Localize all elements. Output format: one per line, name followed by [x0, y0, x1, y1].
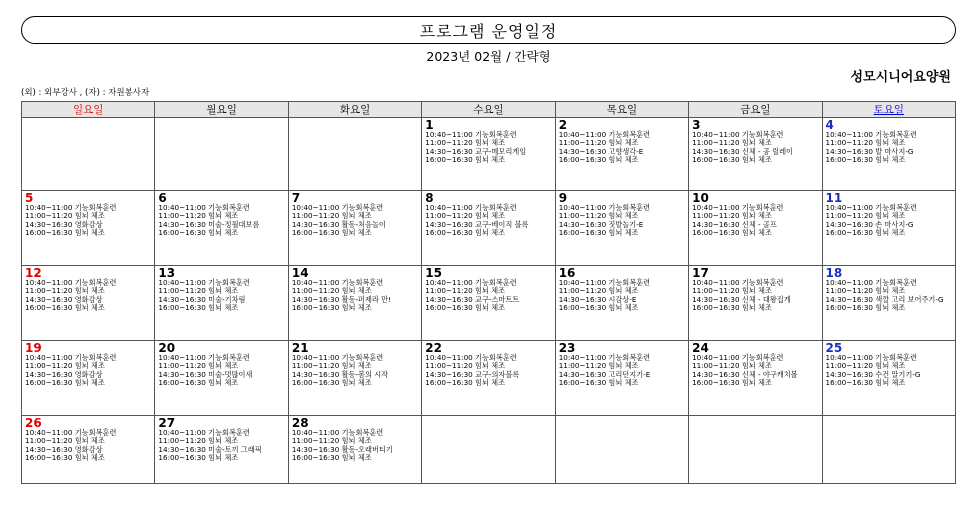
day-number: 18: [825, 266, 843, 280]
activity-entry: 16:00~16:30 힘뇌 체조: [25, 302, 105, 312]
activity-entry: 10:40~11:00 기능회복훈련: [158, 353, 250, 362]
activity-entry: 10:40~11:00 기능회복훈련: [692, 203, 784, 212]
calendar-empty-cell: [555, 416, 688, 484]
calendar-empty-cell: [22, 118, 155, 191]
activity-entry: 16:00~16:30 힘뇌 체조: [425, 154, 506, 164]
activity-entry: 10:40~11:00 기능회복훈련: [825, 130, 917, 139]
activity-entry: 10:40~11:00 기능회복훈련: [291, 203, 384, 212]
activity-entry: 16:00~16:30 힘뇌 체조: [558, 154, 639, 164]
activity-entry: 11:00~11:20 힘뇌 체조: [291, 436, 372, 446]
day-number: 23: [558, 341, 576, 355]
calendar-body: [22, 118, 956, 484]
day-number: 15: [425, 266, 442, 280]
activity-entry: 11:00~11:20 힘뇌 체조: [158, 361, 239, 371]
calendar-day-cell: [422, 191, 555, 266]
activity-entry: 14:30~16:30 시감상-E: [558, 294, 637, 304]
activity-entry: 10:40~11:00 기능회복훈련: [291, 353, 384, 362]
activity-entry: 14:30~16:30 신체 - 골프: [692, 219, 777, 229]
activity-entry: 14:30~16:30 영화감상: [25, 444, 103, 454]
activity-entry: 11:00~11:20 힘뇌 체조: [425, 361, 506, 371]
activity-entry: 10:40~11:00 기능회복훈련: [25, 353, 117, 362]
activity-entry: 16:00~16:30 힘뇌 체조: [291, 227, 372, 237]
calendar-day-cell: [555, 341, 688, 416]
activity-entry: 16:00~16:30 힘뇌 체조: [425, 227, 506, 237]
calendar-day-cell: [822, 266, 955, 341]
calendar-day-cell: [288, 341, 421, 416]
day-number: 5: [25, 191, 34, 205]
activity-entry: 16:00~16:30 힘뇌 체조: [425, 302, 506, 312]
activity-entry: 14:30~16:30 발 마사지-G: [825, 146, 914, 156]
activity-entry: 11:00~11:20 힘뇌 체조: [692, 211, 772, 221]
calendar-empty-cell: [689, 416, 822, 484]
weekday-header-row: [22, 102, 956, 118]
calendar-day-cell: [822, 341, 955, 416]
activity-entry: 14:30~16:30 손 마사지-G: [825, 219, 914, 229]
activity-entry: 14:30~16:30 활동-오래버티기: [291, 444, 393, 454]
calendar-week-row: [22, 266, 956, 341]
activity-entry: 14:30~16:30 고리던지기-E: [558, 369, 651, 379]
activity-entry: 16:00~16:30 힘뇌 체조: [692, 302, 772, 312]
activity-entry: 11:00~11:20 힘뇌 체조: [558, 286, 639, 296]
weekday-thursday: 목요일: [555, 102, 688, 118]
day-number: 20: [158, 341, 176, 355]
activity-entry: 16:00~16:30 힘뇌 체조: [558, 302, 639, 312]
activity-entry: 10:40~11:00 기능회복훈련: [25, 428, 117, 437]
calendar-empty-cell: [422, 416, 555, 484]
activity-entry: 14:30~16:30 교구-스마트트: [425, 294, 520, 304]
calendar-day-cell: [822, 118, 955, 191]
calendar-day-cell: [155, 341, 288, 416]
day-number: 25: [825, 341, 843, 355]
activity-entry: 11:00~11:20 힘뇌 체조: [291, 361, 372, 371]
activity-entry: 16:00~16:30 힘뇌 체조: [291, 377, 372, 387]
activity-entry: 11:00~11:20 힘뇌 체조: [25, 436, 105, 446]
activity-entry: 11:00~11:20 힘뇌 체조: [825, 138, 906, 148]
day-number: 17: [692, 266, 709, 280]
activity-entry: 16:00~16:30 힘뇌 체조: [291, 302, 372, 312]
day-number: 28: [291, 416, 309, 430]
legend-note: (외) : 외부강사 , (자) : 자원봉사자: [21, 88, 150, 98]
weekday-monday: 월요일: [155, 102, 288, 118]
day-number: 22: [425, 341, 442, 355]
activity-entry: 11:00~11:20 힘뇌 체조: [692, 286, 772, 296]
activity-entry: 16:00~16:30 힘뇌 체조: [825, 302, 906, 312]
activity-entry: 14:30~16:30 미술-기차림: [158, 294, 246, 304]
activity-entry: 14:30~16:30 신체 - 공 릴레이: [692, 146, 793, 156]
calendar-day-cell: [22, 191, 155, 266]
activity-entry: 11:00~11:20 힘뇌 체조: [158, 211, 239, 221]
activity-entry: 14:30~16:30 교구-베이직 블록: [425, 219, 529, 229]
activity-entry: 16:00~16:30 힘뇌 체조: [692, 154, 772, 164]
activity-entry: 16:00~16:30 힘뇌 체조: [291, 452, 372, 462]
activity-entry: 14:30~16:30 신체 - 야구캐치볼: [692, 369, 798, 379]
activity-entry: 10:40~11:00 기능회복훈련: [291, 278, 384, 287]
day-number: 27: [158, 416, 176, 430]
activity-entry: 14:30~16:30 짓발놀기-E: [558, 219, 644, 229]
activity-entry: 11:00~11:20 힘뇌 체조: [425, 286, 506, 296]
weekday-saturday: 토요일: [822, 102, 955, 118]
activity-entry: 16:00~16:30 힘뇌 체조: [158, 227, 239, 237]
activity-entry: 10:40~11:00 기능회복훈련: [558, 278, 651, 287]
activity-entry: 14:30~16:30 영화감상: [25, 369, 103, 379]
calendar-day-cell: [288, 191, 421, 266]
activity-entry: 14:30~16:30 활동-봄의 시작: [291, 369, 389, 379]
activity-entry: 14:30~16:30 수건 말기기-G: [825, 369, 921, 379]
activity-entry: 16:00~16:30 힘뇌 체조: [25, 377, 105, 387]
activity-entry: 11:00~11:20 힘뇌 체조: [825, 286, 906, 296]
activity-entry: 16:00~16:30 힘뇌 체조: [425, 377, 506, 387]
day-number: 24: [692, 341, 709, 355]
activity-entry: 11:00~11:20 힘뇌 체조: [825, 211, 906, 221]
activity-entry: 14:30~16:30 활동-처음놀이: [291, 219, 386, 229]
day-number: 10: [692, 191, 709, 205]
activity-entry: 16:00~16:30 힘뇌 체조: [25, 452, 105, 462]
day-number: 3: [692, 118, 701, 132]
weekday-friday: 금요일: [689, 102, 822, 118]
calendar-day-cell: [689, 341, 822, 416]
day-number: 14: [291, 266, 309, 280]
calendar-day-cell: [422, 341, 555, 416]
activity-entry: 11:00~11:20 힘뇌 체조: [25, 211, 105, 221]
activity-entry: 16:00~16:30 힘뇌 체조: [25, 227, 105, 237]
day-number: 6: [158, 191, 167, 205]
activity-entry: 16:00~16:30 힘뇌 체조: [825, 227, 906, 237]
calendar-day-cell: [155, 191, 288, 266]
day-number: 12: [25, 266, 42, 280]
activity-entry: 16:00~16:30 힘뇌 체조: [158, 302, 239, 312]
activity-entry: 14:30~16:30 교구-메모리게임: [425, 146, 527, 156]
activity-entry: 10:40~11:00 기능회복훈련: [158, 428, 250, 437]
activity-entry: 16:00~16:30 힘뇌 체조: [825, 377, 906, 387]
calendar-empty-cell: [288, 118, 421, 191]
day-number: 7: [291, 191, 301, 205]
activity-entry: 14:30~16:30 신체 - 대왕집게: [692, 294, 791, 304]
calendar-day-cell: [22, 416, 155, 484]
activity-entry: 10:40~11:00 기능회복훈련: [692, 278, 784, 287]
activity-entry: 14:30~16:30 미술-정월대보름: [158, 219, 260, 229]
activity-entry: 10:40~11:00 기능회복훈련: [291, 428, 384, 437]
calendar-day-cell: [555, 191, 688, 266]
activity-entry: 10:40~11:00 기능회복훈련: [558, 130, 651, 139]
activity-entry: 10:40~11:00 기능회복훈련: [692, 130, 784, 139]
page-title: 프로그램 운영일정: [419, 21, 558, 41]
calendar-week-row: [22, 191, 956, 266]
day-number: 9: [558, 191, 568, 205]
calendar-day-cell: [155, 416, 288, 484]
activity-entry: 10:40~11:00 기능회복훈련: [158, 278, 250, 287]
day-number: 11: [825, 191, 843, 205]
calendar-week-row: [22, 118, 956, 191]
calendar-day-cell: [22, 341, 155, 416]
activity-entry: 16:00~16:30 힘뇌 체조: [825, 154, 906, 164]
calendar-day-cell: [288, 416, 421, 484]
activity-entry: 14:30~16:30 영화감상: [25, 219, 103, 229]
calendar-day-cell: [555, 118, 688, 191]
activity-entry: 16:00~16:30 힘뇌 체조: [158, 452, 239, 462]
activity-entry: 16:00~16:30 힘뇌 체조: [692, 227, 772, 237]
activity-entry: 11:00~11:20 힘뇌 체조: [158, 286, 239, 296]
calendar-day-cell: [22, 266, 155, 341]
weekday-wednesday: 수요일: [422, 102, 555, 118]
activity-entry: 10:40~11:00 기능회복훈련: [825, 278, 917, 287]
activity-entry: 11:00~11:20 힘뇌 체조: [425, 138, 506, 148]
day-number: 21: [291, 341, 309, 355]
activity-entry: 14:30~16:30 교구-의자블록: [425, 369, 520, 379]
activity-entry: 11:00~11:20 힘뇌 체조: [558, 138, 639, 148]
calendar-day-cell: [422, 266, 555, 341]
activity-entry: 10:40~11:00 기능회복훈련: [692, 353, 784, 362]
activity-entry: 10:40~11:00 기능회복훈련: [425, 130, 517, 139]
activity-entry: 10:40~11:00 기능회복훈련: [425, 278, 517, 287]
day-number: 8: [425, 191, 434, 205]
calendar-day-cell: [689, 191, 822, 266]
calendar-day-cell: [155, 266, 288, 341]
activity-entry: 11:00~11:20 힘뇌 체조: [291, 211, 372, 221]
activity-entry: 14:30~16:30 미술-토끼 그래픽: [158, 444, 262, 454]
activity-entry: 10:40~11:00 기능회복훈련: [825, 203, 917, 212]
calendar-week-row: [22, 416, 956, 484]
activity-entry: 11:00~11:20 힘뇌 체조: [291, 286, 372, 296]
activity-entry: 11:00~11:20 힘뇌 체조: [425, 211, 506, 221]
day-number: 19: [25, 341, 42, 355]
activity-entry: 14:30~16:30 활동-퍼제라 만!: [291, 294, 391, 304]
calendar-empty-cell: [155, 118, 288, 191]
activity-entry: 11:00~11:20 힘뇌 체조: [25, 361, 105, 371]
activity-entry: 16:00~16:30 힘뇌 체조: [158, 377, 239, 387]
calendar-day-cell: [689, 266, 822, 341]
activity-entry: 14:30~16:30 영화감상: [25, 294, 103, 304]
activity-entry: 10:40~11:00 기능회복훈련: [158, 203, 250, 212]
day-number: 2: [558, 118, 568, 132]
activity-entry: 11:00~11:20 힘뇌 체조: [558, 211, 639, 221]
day-number: 16: [558, 266, 576, 280]
calendar-day-cell: [822, 191, 955, 266]
day-number: 13: [158, 266, 176, 280]
activity-entry: 11:00~11:20 힘뇌 체조: [158, 436, 239, 446]
day-number: 1: [425, 118, 434, 132]
calendar-day-cell: [689, 118, 822, 191]
day-number: 4: [825, 118, 834, 132]
calendar-table: [21, 101, 956, 484]
activity-entry: 11:00~11:20 힘뇌 체조: [692, 138, 772, 148]
calendar-empty-cell: [822, 416, 955, 484]
activity-entry: 11:00~11:20 힘뇌 체조: [25, 286, 105, 296]
activity-entry: 10:40~11:00 기능회복훈련: [25, 203, 117, 212]
title-banner: [21, 16, 956, 44]
activity-entry: 10:40~11:00 기능회복훈련: [425, 203, 517, 212]
activity-entry: 14:30~16:30 미술-멋많이새: [158, 369, 253, 379]
page-subtitle: 2023년 02월 / 간략형: [426, 49, 551, 64]
activity-entry: 11:00~11:20 힘뇌 체조: [558, 361, 639, 371]
activity-entry: 10:40~11:00 기능회복훈련: [558, 203, 651, 212]
calendar-week-row: [22, 341, 956, 416]
calendar-day-cell: [422, 118, 555, 191]
calendar-day-cell: [555, 266, 688, 341]
activity-entry: 16:00~16:30 힘뇌 체조: [692, 377, 772, 387]
activity-entry: 10:40~11:00 기능회복훈련: [825, 353, 917, 362]
activity-entry: 14:30~16:30 고향생각-E: [558, 146, 644, 156]
activity-entry: 14:30~16:30 색깔 고리 보어주기-G: [825, 294, 944, 304]
activity-entry: 10:40~11:00 기능회복훈련: [425, 353, 517, 362]
activity-entry: 16:00~16:30 힘뇌 체조: [558, 377, 639, 387]
weekday-tuesday: 화요일: [288, 102, 421, 118]
activity-entry: 11:00~11:20 힘뇌 체조: [825, 361, 906, 371]
activity-entry: 10:40~11:00 기능회복훈련: [25, 278, 117, 287]
activity-entry: 10:40~11:00 기능회복훈련: [558, 353, 651, 362]
calendar-day-cell: [288, 266, 421, 341]
day-number: 26: [25, 416, 42, 430]
activity-entry: 11:00~11:20 힘뇌 체조: [692, 361, 772, 371]
weekday-sunday: 일요일: [22, 102, 155, 118]
facility-name: 성모시니어요양원: [850, 70, 951, 85]
activity-entry: 16:00~16:30 힘뇌 체조: [558, 227, 639, 237]
